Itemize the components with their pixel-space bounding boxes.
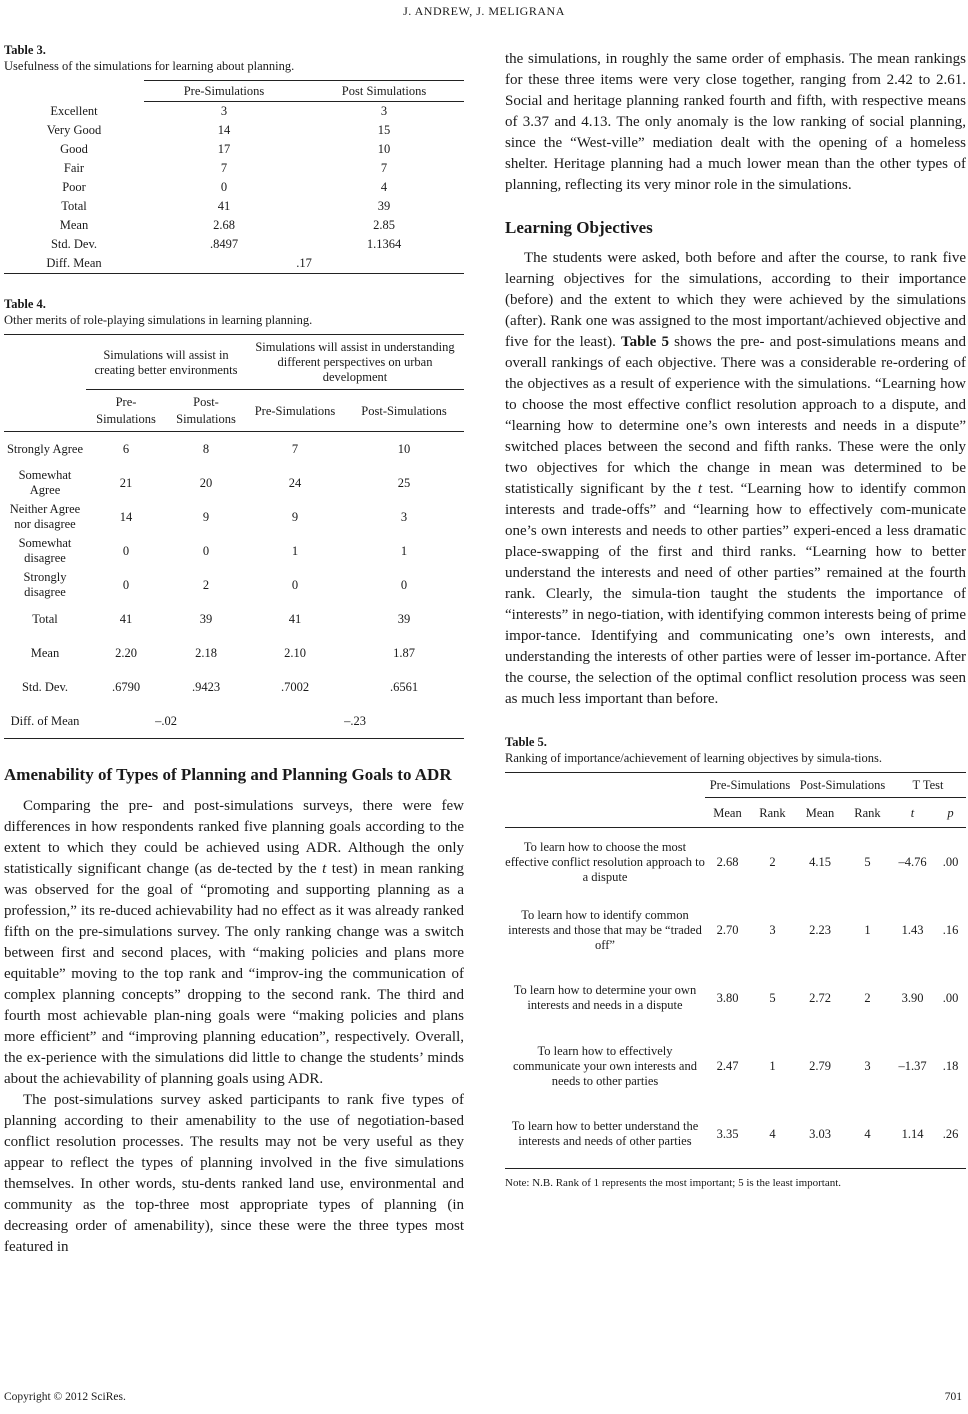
cell: 2.23 [809,922,831,937]
cell: –.23 [246,704,464,739]
cell: 1.87 [393,645,415,660]
table4 [4,334,464,739]
table-row [4,568,464,602]
cell: 3 [400,509,408,524]
row-label: Somewhat disagree [18,536,72,565]
cell: –1.37 [898,1058,927,1073]
table4-group-header: Simulations will assist in creating better environments [86,335,246,390]
cell: 41 [288,611,302,626]
cell: 9 [202,509,210,524]
cell: 7 [380,161,388,175]
body-paragraph: the simulations, in roughly the same order of emphasis. The mean rankings for these three items were very close together, ranging from 2.42 to 2.61. Social and heritage planning ranked fourth and fifth, with respective means of 3.37 and 4.13. The only anomaly is the low ranking of social planning, since the “West-ville” mediation dealt with the opening of a homeless shelter. Heritage planning had a much lower mean than the other types of planning, reflecting its very minor role in the simulations. [505,51,966,193]
table5-note: Note: N.B. Rank of 1 represents the most important; 5 is the least important. [505,1177,842,1189]
cell: 4 [845,1100,890,1169]
cell: .6790 [111,679,141,694]
cell: 2.47 [716,1058,739,1073]
cell: 0 [220,180,228,194]
table4-block [4,296,464,739]
cell: 25 [397,475,411,490]
row-label: To learn how to better understand the interests and needs of other parties [505,1100,705,1169]
table4-sub-header: Post-Simulations [344,390,464,432]
cell: 4 [750,1100,795,1169]
table-row [4,235,464,254]
cell: .17 [144,254,464,274]
cell: 20 [199,475,213,490]
text-span: test) in mean ranking was observed for the goal of “promoting and supporting planning as a profession,” its re-duced achievability had no effect as it was already ranked fifth on the pre-simulations survey. The only ranking change was a switch between first and second places, with “making policies and plans more equitable” moving to the top rank and “improv-ing the communication of complex planning concepts” dropping to the second rank. The third and fourth most achievable plan-ning goals were “making policies and plans more efficient” and “improving planning education”, respectively. Overall, the ex-perience with the simulations did little to change the students’ minds about the achievability of planning goals using ADR. [4,861,465,1087]
row-label: Poor [62,180,86,194]
table5-block [505,734,966,1189]
row-label: To learn how to choose the most effective conflict resolution approach to a dispute [505,839,705,884]
italic-t: t [697,481,703,497]
cell: 2.79 [809,1058,831,1073]
table4-sub-header: Post-Simulations [166,390,246,432]
cell: 14 [119,509,133,524]
cell: 1.14 [890,1100,935,1169]
body-paragraph: The post-simulations survey asked participants to rank five types of planning according to their amenability to the use of negotiation-based conflict resolution processes. The results may not be very useful as they appear to reflect the types of planning involved in the five simulations themselves. In other words, stu-dents ranked land use, environmental and community as the top-three most appropriate types of planning (in decreasing order of amenability), since these were the three types most featured in [4,1092,464,1255]
table3-col-header: Post Simulations [304,81,464,102]
table-row [4,466,464,500]
cell: 39 [199,611,213,626]
table-ref: Table 5 [621,334,670,350]
cell: .9423 [191,679,221,694]
cell: 9 [291,509,299,524]
cell: 1 [864,922,871,937]
table-row [505,964,966,1032]
table-row [4,178,464,197]
cell: 41 [217,199,231,213]
table4-caption: Other merits of role-playing simulations in learning planning. [4,313,313,327]
page-number: 701 [944,1391,962,1403]
table5-group-header: T Test [890,773,966,798]
row-label: To learn how to determine your own interests and needs in a dispute [513,983,697,1012]
cell: 39 [397,611,411,626]
row-label: Fair [63,161,85,175]
text-span: shows the pre- and post-simulations means and overall rankings of each objective. There was a considerable re-ordering of the objectives as a result of experience with the simulations. “Learning how to choose the most effective conflict resolution approach to a dispute, and “learning how to determine one’s own interests and needs in a dispute” switched places between the second and fifth ranks. These were the only two objectives for which the change in mean was determined to be statistically significant by the [505,334,966,497]
table4-corner [4,335,86,390]
row-label: Total [32,611,58,626]
table-row [505,896,966,964]
cell: 7 [220,161,228,175]
text-span: Comparing the pre- and post-simulations surveys, there were few differences in how respondents ranked five planning goals according to the extent to which they could be achieved using ADR. Although the only statistically significant change (as de-tected by the [4,798,464,877]
row-label: Total [61,199,87,213]
table4-label: Table 4. [4,297,46,311]
cell: 3.80 [716,990,739,1005]
table3 [4,80,464,274]
right-column [505,49,966,1189]
cell: 7 [291,441,299,456]
table4-group-header: Simulations will assist in understanding different perspectives on urban development [246,335,464,390]
table-row [4,254,464,274]
cell: 0 [400,577,408,592]
cell: –.02 [86,704,246,739]
cell: 4 [380,180,388,194]
cell: .8497 [209,237,239,251]
cell: .7002 [280,679,310,694]
cell: 17 [217,142,231,156]
row-label: Std. Dev. [50,237,98,251]
cell: .00 [942,854,959,869]
cell: 2.68 [716,854,739,869]
table5-sub-header: Mean [705,798,750,828]
body-paragraph [4,796,464,1090]
cell: 1 [400,543,408,558]
table-row [4,534,464,568]
cell: .6561 [389,679,419,694]
cell: 2.85 [373,218,395,232]
cell: 0 [291,577,299,592]
running-title: J. ANDREW, J. MELIGRANA [403,4,565,18]
cell: 2.10 [284,645,306,660]
table5-label: Table 5. [505,735,547,749]
table5-sub-header: p [935,798,966,828]
row-label: To learn how to identify common interests and those that may be “traded off” [508,907,702,952]
cell: 2.70 [716,922,739,937]
table-row [4,216,464,235]
table5-sub-header: Rank [750,798,795,828]
cell: .26 [935,1100,966,1169]
cell: 4.15 [809,854,831,869]
text-span: The students were asked, both before and after the course, to rank five learning objectives for the simulations, according to their importance (before) and the extent to which they were achieved by the simulations (after). Rank one was assigned to the most important/achieved objective and five for the least). [505,250,966,350]
table-row [4,159,464,178]
cell: 3.35 [705,1100,750,1169]
table5-caption: Ranking of importance/achievement of learning objectives by simula-tions. [505,751,882,765]
cell: 1 [769,1058,776,1073]
cell: 2 [864,990,871,1005]
row-label: Std. Dev. [21,679,69,694]
cell: 5 [769,990,776,1005]
table-row [4,140,464,159]
row-label: Diff. Mean [4,254,144,274]
section-heading: Learning Objectives [505,218,653,237]
cell: 39 [377,199,391,213]
table5 [505,772,966,1169]
table4-sub-header-row [4,390,464,432]
cell: 3 [380,104,388,118]
row-label: To learn how to effectively communicate your own interests and needs to other parties [513,1043,697,1088]
table-row [4,500,464,534]
text-span: test. “Learning how to identify common interests and trade-offs” and “learning how to effectively com-municate one’s own interests and needs to other parties” experi-enced a less dramatic place-swapping of the first and third ranks. “Learning how to better understand the interests and need of other parties” remained at the fourth rank. Clearly, the simula-tion taught the students the importance of “interests” in nego-tiation, with identifying common interests being of prime impor-tance. Identifying and communicating one’s own interests, and understanding the interests of other parties were of lesser im-portance. After the course, the selection of the optimal conflict resolution process was seen as much less important than before. [505,481,967,707]
cell: 10 [377,142,391,156]
table4-group-header-row [4,335,464,390]
table3-header-row [4,81,464,102]
cell: 21 [119,475,133,490]
table4-sub-header: Pre-Simulations [246,390,344,432]
cell: 8 [202,441,210,456]
table-row [4,102,464,122]
table5-group-header-row [505,773,966,798]
cell: 1.43 [901,922,924,937]
cell: 1 [291,543,299,558]
row-label: Good [60,142,88,156]
cell: 5 [864,854,871,869]
table3-corner [4,81,144,102]
cell: 3.03 [795,1100,845,1169]
cell: 0 [202,543,210,558]
italic-t: t [322,861,327,877]
body-paragraph [505,248,966,710]
cell: 3 [220,104,228,118]
cell: 1.1364 [366,237,402,251]
row-label: Mean [59,218,89,232]
table-row [505,1100,966,1169]
cell: 2.20 [115,645,137,660]
cell: 3 [864,1058,871,1073]
table-row [4,197,464,216]
cell: 2.72 [809,990,831,1005]
table3-block [4,42,464,274]
copyright: Copyright © 2012 SciRes. [4,1391,126,1403]
cell: 3.90 [901,990,924,1005]
table-row [4,670,464,704]
table-row [505,1032,966,1100]
cell: 0 [122,543,130,558]
cell: 2 [769,854,776,869]
table5-corner [505,798,705,828]
section-heading: Amenability of Types of Planning and Planning Goals to ADR [4,765,452,784]
table3-col-header: Pre-Simulations [144,81,304,102]
cell: 14 [217,123,231,137]
table5-group-header: Pre-Simulations [705,773,795,798]
cell: 2.18 [195,645,217,660]
table3-label: Table 3. [4,43,46,57]
table-row [505,828,966,897]
cell: 2 [202,577,210,592]
cell: 15 [377,123,391,137]
cell: 0 [122,577,130,592]
table-row [4,636,464,670]
row-label: Diff. of Mean [4,704,86,739]
cell: .18 [942,1058,959,1073]
row-label: Somewhat Agree [18,468,72,497]
table-row [4,121,464,140]
cell: 2.68 [213,218,235,232]
table5-sub-header: t [890,798,935,828]
cell: .00 [942,990,959,1005]
table4-corner [4,390,86,432]
row-label: Neither Agree nor disagree [9,502,81,531]
row-label: Very Good [46,123,102,137]
cell: –4.76 [898,854,927,869]
cell: .16 [942,922,959,937]
table3-caption: Usefulness of the simulations for learning about planning. [4,59,295,73]
table5-group-header: Post-Simulations [795,773,890,798]
row-label: Excellent [50,103,98,118]
row-label: Strongly disagree [23,570,67,599]
row-label: Strongly Agree [6,441,84,456]
cell: 10 [397,441,411,456]
table5-sub-header: Rank [845,798,890,828]
cell: 41 [119,611,133,626]
table5-sub-header: Mean [795,798,845,828]
table-row [4,432,464,467]
table5-sub-header-row [505,798,966,828]
table-row [4,704,464,739]
cell: 24 [288,475,302,490]
table5-corner [505,773,705,798]
table4-sub-header: Pre-Simulations [86,390,166,432]
left-column [4,42,464,1258]
cell: 6 [122,441,130,456]
table-row [4,602,464,636]
row-label: Mean [30,645,60,660]
cell: 3 [769,922,776,937]
